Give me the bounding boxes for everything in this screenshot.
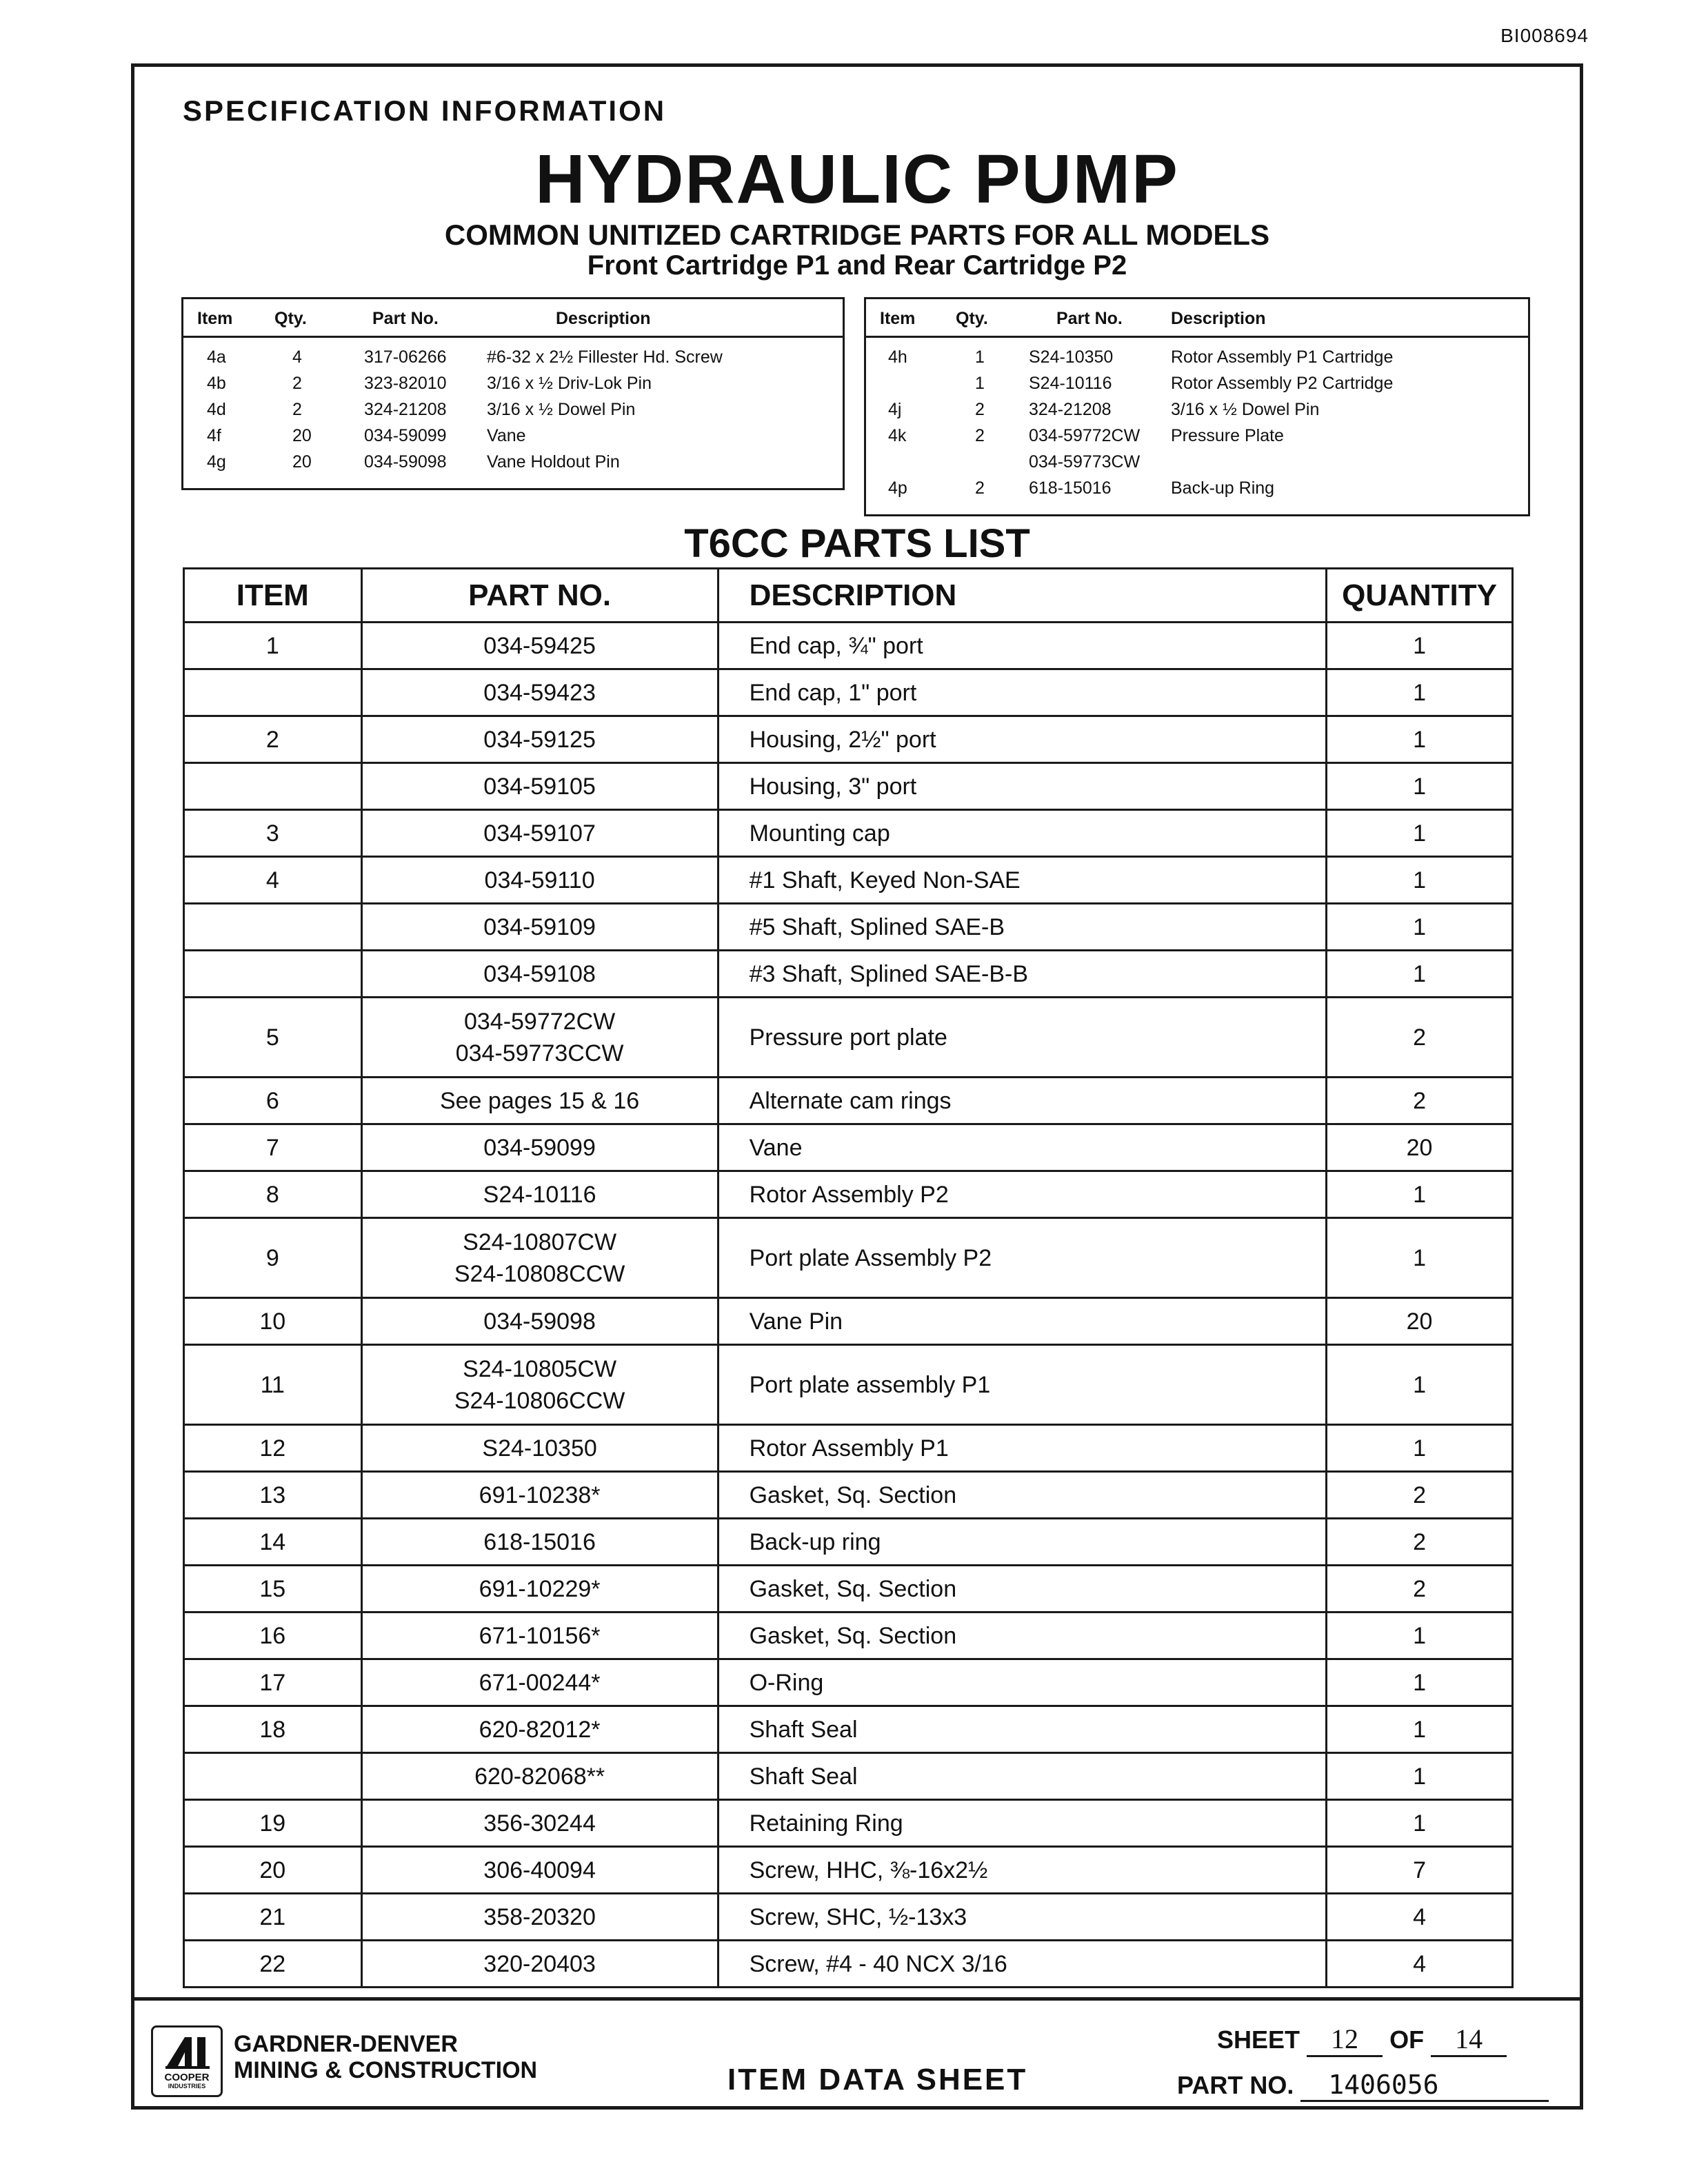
logo-text-line-1: COOPER	[164, 2072, 210, 2083]
table-row	[184, 1612, 1513, 1659]
part-no-cell	[361, 1566, 718, 1612]
quantity-cell: 1	[1327, 1425, 1513, 1472]
parts-list-title: T6CC PARTS LIST	[684, 521, 1030, 566]
part-no-primary: 034-59425	[483, 632, 596, 659]
cartridge-part-no: 324-21208	[364, 400, 447, 419]
description-cell: Vane Pin	[718, 1298, 1326, 1345]
table-row	[184, 1941, 1513, 1988]
quantity-cell: 4	[1327, 1941, 1513, 1988]
quantity-cell: 1	[1327, 1706, 1513, 1753]
cartridge-qty: 2	[975, 426, 985, 445]
part-no-primary: 034-59423	[483, 679, 596, 706]
cartridge-row	[183, 397, 843, 423]
item-cell: 20	[184, 1847, 362, 1894]
part-no-secondary: 034-59773CCW	[455, 1040, 624, 1066]
company-name	[234, 2031, 537, 2083]
subtitle-primary: COMMON UNITIZED CARTRIDGE PARTS FOR ALL MODELS	[444, 219, 1270, 251]
part-no-primary: S24-10350	[482, 1435, 597, 1462]
cartridge-description: Back-up Ring	[1171, 478, 1275, 498]
cartridge-qty: 1	[975, 374, 985, 393]
item-cell: 14	[184, 1519, 362, 1566]
logo-text	[153, 2072, 221, 2090]
description-cell: Screw, #4 - 40 NCX 3/16	[718, 1941, 1326, 1988]
part-no-primary: 034-59105	[483, 773, 596, 800]
part-no-cell	[361, 1800, 718, 1847]
item-cell: 3	[184, 810, 362, 857]
description-cell: End cap, 1" port	[718, 669, 1326, 716]
page-title: HYDRAULIC PUMP	[535, 141, 1179, 218]
item-cell: 19	[184, 1800, 362, 1847]
part-no-primary: 034-59099	[483, 1134, 596, 1161]
cartridge-part-no: 618-15016	[1029, 478, 1112, 498]
quantity-cell: 1	[1327, 1800, 1513, 1847]
part-no-primary: 356-30244	[483, 1810, 596, 1837]
table-row	[184, 1124, 1513, 1171]
cartridge-description: 3/16 x ½ Driv-Lok Pin	[487, 374, 652, 393]
cartridge-item: 4d	[207, 400, 226, 419]
col-header-item: ITEM	[184, 569, 362, 623]
cartridge-part-no: S24-10116	[1029, 374, 1112, 393]
cartridge-qty: 2	[975, 478, 985, 498]
cartridge-row	[866, 449, 1528, 476]
quantity-cell: 1	[1327, 1753, 1513, 1800]
item-cell: 12	[184, 1425, 362, 1472]
cartridge-item: 4g	[207, 452, 226, 472]
sheet-number: 12	[1307, 2023, 1383, 2057]
item-cell	[184, 669, 362, 716]
description-cell: Shaft Seal	[718, 1706, 1326, 1753]
quantity-cell: 1	[1327, 1612, 1513, 1659]
part-no-cell	[361, 1345, 718, 1425]
col-header-item: Item	[197, 309, 233, 328]
cartridge-part-no: 034-59773CW	[1029, 452, 1141, 472]
table-row	[184, 1566, 1513, 1612]
item-cell: 8	[184, 1171, 362, 1218]
item-cell	[184, 763, 362, 810]
part-no-cell	[361, 1706, 718, 1753]
col-header-qty: Qty.	[956, 309, 988, 328]
document-frame	[131, 63, 1583, 2110]
subtitle-secondary: Front Cartridge P1 and Rear Cartridge P2	[587, 250, 1127, 281]
part-no-cell	[361, 1218, 718, 1298]
part-no-cell	[361, 1124, 718, 1171]
cartridge-part-no: 034-59098	[364, 452, 447, 472]
quantity-cell: 1	[1327, 1218, 1513, 1298]
cartridge-table-header	[866, 299, 1528, 338]
part-no-cell	[361, 669, 718, 716]
item-cell: 16	[184, 1612, 362, 1659]
description-cell: Port plate Assembly P2	[718, 1218, 1326, 1298]
cartridge-description: Vane Holdout Pin	[487, 452, 620, 472]
part-no-cell	[361, 1847, 718, 1894]
item-cell: 18	[184, 1706, 362, 1753]
table-row	[184, 1472, 1513, 1519]
part-no-cell	[361, 763, 718, 810]
quantity-cell: 20	[1327, 1124, 1513, 1171]
table-row	[184, 1425, 1513, 1472]
cartridge-table-left	[181, 297, 845, 490]
description-cell: Screw, SHC, ½-13x3	[718, 1894, 1326, 1941]
part-no-cell	[361, 1519, 718, 1566]
quantity-cell: 7	[1327, 1847, 1513, 1894]
table-row	[184, 716, 1513, 763]
description-cell: Gasket, Sq. Section	[718, 1612, 1326, 1659]
item-cell: 9	[184, 1218, 362, 1298]
item-cell: 7	[184, 1124, 362, 1171]
part-no-primary: S24-10805CW	[463, 1355, 617, 1382]
part-no-value: 1406056	[1300, 2070, 1549, 2102]
cartridge-row	[866, 345, 1528, 371]
part-no-cell	[361, 904, 718, 951]
description-cell: Gasket, Sq. Section	[718, 1566, 1326, 1612]
quantity-cell: 1	[1327, 857, 1513, 904]
cartridge-part-no: 317-06266	[364, 347, 447, 367]
cartridge-row	[183, 371, 843, 397]
cartridge-row	[866, 371, 1528, 397]
table-row	[184, 1345, 1513, 1425]
part-no-cell	[361, 1472, 718, 1519]
item-cell: 10	[184, 1298, 362, 1345]
cartridge-qty: 2	[292, 374, 302, 393]
cartridge-qty: 2	[292, 400, 302, 419]
table-row	[184, 763, 1513, 810]
description-cell: #5 Shaft, Splined SAE-B	[718, 904, 1326, 951]
cartridge-description: Rotor Assembly P1 Cartridge	[1171, 347, 1394, 367]
table-row	[184, 904, 1513, 951]
cartridge-description: #6-32 x 2½ Fillester Hd. Screw	[487, 347, 723, 367]
description-cell: O-Ring	[718, 1659, 1326, 1706]
quantity-cell: 1	[1327, 716, 1513, 763]
part-no-cell	[361, 998, 718, 1078]
part-no-cell	[361, 623, 718, 669]
description-cell: Vane	[718, 1124, 1326, 1171]
col-header-qty: Qty.	[274, 309, 307, 328]
part-no-primary: 034-59108	[483, 960, 596, 987]
logo-mark-icon	[163, 2032, 212, 2070]
cartridge-item: 4h	[888, 347, 907, 367]
table-row	[184, 1800, 1513, 1847]
item-cell	[184, 1753, 362, 1800]
quantity-cell: 1	[1327, 1659, 1513, 1706]
part-no-primary: 034-59109	[483, 913, 596, 940]
cartridge-description: 3/16 x ½ Dowel Pin	[487, 400, 636, 419]
of-label: OF	[1389, 2025, 1425, 2054]
cartridge-row	[866, 397, 1528, 423]
document-id: BI008694	[1500, 25, 1589, 46]
cartridge-part-no: 034-59772CW	[1029, 426, 1141, 445]
cartridge-item: 4a	[207, 347, 226, 367]
item-cell: 15	[184, 1566, 362, 1612]
quantity-cell: 2	[1327, 1519, 1513, 1566]
table-row	[184, 1847, 1513, 1894]
part-no-primary: S24-10807CW	[463, 1228, 617, 1255]
part-no-primary: 034-59772CW	[463, 1008, 616, 1035]
description-cell: Port plate assembly P1	[718, 1345, 1326, 1425]
part-no-secondary: S24-10808CCW	[454, 1260, 625, 1287]
description-cell: Screw, HHC, ⅜-16x2½	[718, 1847, 1326, 1894]
part-no-primary: 034-59098	[483, 1308, 596, 1335]
cartridge-table-right	[864, 297, 1530, 516]
table-row	[184, 857, 1513, 904]
quantity-cell: 2	[1327, 998, 1513, 1078]
item-cell: 21	[184, 1894, 362, 1941]
part-no-cell	[361, 1659, 718, 1706]
item-cell: 5	[184, 998, 362, 1078]
cartridge-row	[866, 423, 1528, 449]
part-no-cell	[361, 951, 718, 998]
spec-label: SPECIFICATION INFORMATION	[183, 94, 667, 127]
cartridge-part-no: 324-21208	[1029, 400, 1112, 419]
part-no-primary: 671-10156*	[479, 1622, 601, 1649]
cartridge-item: 4k	[888, 426, 907, 445]
table-row	[184, 1218, 1513, 1298]
table-row	[184, 1706, 1513, 1753]
description-cell: Housing, 3" port	[718, 763, 1326, 810]
description-cell: Gasket, Sq. Section	[718, 1472, 1326, 1519]
sheet-total: 14	[1431, 2023, 1507, 2057]
cartridge-table-header	[183, 299, 843, 338]
quantity-cell: 1	[1327, 904, 1513, 951]
part-no-cell	[361, 1298, 718, 1345]
quantity-cell: 1	[1327, 810, 1513, 857]
table-row	[184, 1078, 1513, 1124]
cartridge-part-no: 323-82010	[364, 374, 447, 393]
part-no-primary: 320-20403	[483, 1950, 596, 1977]
quantity-cell: 1	[1327, 951, 1513, 998]
table-row	[184, 1894, 1513, 1941]
table-row	[184, 951, 1513, 998]
col-header-part-no: Part No.	[1056, 309, 1123, 328]
item-cell: 6	[184, 1078, 362, 1124]
table-row	[184, 669, 1513, 716]
table-row	[184, 1753, 1513, 1800]
col-header-item: Item	[880, 309, 916, 328]
part-no-cell	[361, 1425, 718, 1472]
part-no-cell	[361, 1894, 718, 1941]
cartridge-description: Pressure Plate	[1171, 426, 1284, 445]
cartridge-qty: 20	[292, 452, 312, 472]
part-number-field	[1177, 2070, 1549, 2102]
part-no-primary: 671-00244*	[479, 1669, 601, 1696]
description-cell: Alternate cam rings	[718, 1078, 1326, 1124]
cartridge-row	[183, 423, 843, 449]
cartridge-qty: 4	[292, 347, 302, 367]
cartridge-row	[183, 449, 843, 476]
company-name-line-2: MINING & CONSTRUCTION	[234, 2057, 538, 2083]
part-no-primary: 618-15016	[483, 1528, 596, 1555]
part-no-primary: 034-59125	[483, 726, 596, 753]
item-cell: 11	[184, 1345, 362, 1425]
cartridge-qty: 2	[975, 400, 985, 419]
quantity-cell: 1	[1327, 623, 1513, 669]
part-no-cell	[361, 1078, 718, 1124]
company-name-line-1: GARDNER-DENVER	[234, 2031, 458, 2057]
description-cell: Housing, 2½" port	[718, 716, 1326, 763]
quantity-cell: 2	[1327, 1078, 1513, 1124]
cartridge-part-no: S24-10350	[1029, 347, 1114, 367]
item-cell	[184, 904, 362, 951]
part-no-primary: S24-10116	[483, 1181, 596, 1208]
part-no-primary: 691-10238*	[479, 1482, 601, 1508]
part-no-primary: 358-20320	[483, 1903, 596, 1930]
part-no-primary: 620-82012*	[479, 1716, 601, 1743]
quantity-cell: 1	[1327, 669, 1513, 716]
description-cell: #1 Shaft, Keyed Non-SAE	[718, 857, 1326, 904]
description-cell: Pressure port plate	[718, 998, 1326, 1078]
cartridge-row	[183, 345, 843, 371]
table-row	[184, 1519, 1513, 1566]
quantity-cell: 1	[1327, 1171, 1513, 1218]
table-row	[184, 1171, 1513, 1218]
item-cell: 4	[184, 857, 362, 904]
description-cell: Back-up ring	[718, 1519, 1326, 1566]
table-row	[184, 998, 1513, 1078]
cartridge-item: 4b	[207, 374, 226, 393]
sheet-label: SHEET	[1217, 2025, 1300, 2054]
table-row	[184, 1659, 1513, 1706]
cartridge-description: Vane	[487, 426, 526, 445]
part-no-secondary: S24-10806CCW	[454, 1387, 625, 1414]
table-row	[184, 1298, 1513, 1345]
part-no-cell	[361, 810, 718, 857]
cartridge-item: 4j	[888, 400, 902, 419]
table-row	[184, 810, 1513, 857]
cartridge-item: 4f	[207, 426, 221, 445]
quantity-cell: 20	[1327, 1298, 1513, 1345]
part-no-primary: 691-10229*	[479, 1575, 601, 1602]
col-header-quantity: QUANTITY	[1327, 569, 1513, 623]
description-cell: Rotor Assembly P2	[718, 1171, 1326, 1218]
description-cell: End cap, ¾" port	[718, 623, 1326, 669]
description-cell: Rotor Assembly P1	[718, 1425, 1326, 1472]
col-header-description: DESCRIPTION	[718, 569, 1326, 623]
footer	[134, 1997, 1580, 2113]
col-header-part-no: PART NO.	[361, 569, 718, 623]
description-cell: Mounting cap	[718, 810, 1326, 857]
description-cell: Retaining Ring	[718, 1800, 1326, 1847]
item-cell: 13	[184, 1472, 362, 1519]
part-no-primary: 034-59110	[484, 867, 595, 893]
col-header-description: Description	[1171, 309, 1266, 328]
quantity-cell: 1	[1327, 763, 1513, 810]
logo-text-line-2: INDUSTRIES	[168, 2083, 206, 2090]
part-no-primary: 034-59107	[483, 820, 596, 847]
part-no-cell	[361, 1171, 718, 1218]
part-no-cell	[361, 1753, 718, 1800]
item-cell: 1	[184, 623, 362, 669]
description-cell: Shaft Seal	[718, 1753, 1326, 1800]
part-no-cell	[361, 1941, 718, 1988]
cartridge-row	[866, 476, 1528, 502]
col-header-part-no: Part No.	[372, 309, 439, 328]
cartridge-qty: 20	[292, 426, 312, 445]
parts-list-table	[183, 567, 1514, 1988]
cartridge-part-no: 034-59099	[364, 426, 447, 445]
table-row	[184, 623, 1513, 669]
sheet-type-label: ITEM DATA SHEET	[727, 2063, 1028, 2096]
col-header-description: Description	[556, 309, 651, 328]
cartridge-qty: 1	[975, 347, 985, 367]
quantity-cell: 1	[1327, 1345, 1513, 1425]
part-no-cell	[361, 857, 718, 904]
part-no-cell	[361, 716, 718, 763]
quantity-cell: 2	[1327, 1472, 1513, 1519]
part-no-label: PART NO.	[1177, 2071, 1294, 2099]
quantity-cell: 2	[1327, 1566, 1513, 1612]
item-cell: 22	[184, 1941, 362, 1988]
cartridge-description: 3/16 x ½ Dowel Pin	[1171, 400, 1320, 419]
part-no-primary: See pages 15 & 16	[439, 1087, 640, 1114]
company-logo	[151, 2025, 223, 2097]
part-no-cell	[361, 1612, 718, 1659]
item-cell: 17	[184, 1659, 362, 1706]
item-cell	[184, 951, 362, 998]
item-cell: 2	[184, 716, 362, 763]
cartridge-item: 4p	[888, 478, 907, 498]
quantity-cell: 4	[1327, 1894, 1513, 1941]
parts-header-row	[184, 569, 1513, 623]
part-no-primary: 620-82068**	[474, 1763, 605, 1790]
sheet-number-field	[1217, 2023, 1507, 2057]
cartridge-description: Rotor Assembly P2 Cartridge	[1171, 374, 1394, 393]
part-no-primary: 306-40094	[483, 1857, 596, 1883]
description-cell: #3 Shaft, Splined SAE-B-B	[718, 951, 1326, 998]
